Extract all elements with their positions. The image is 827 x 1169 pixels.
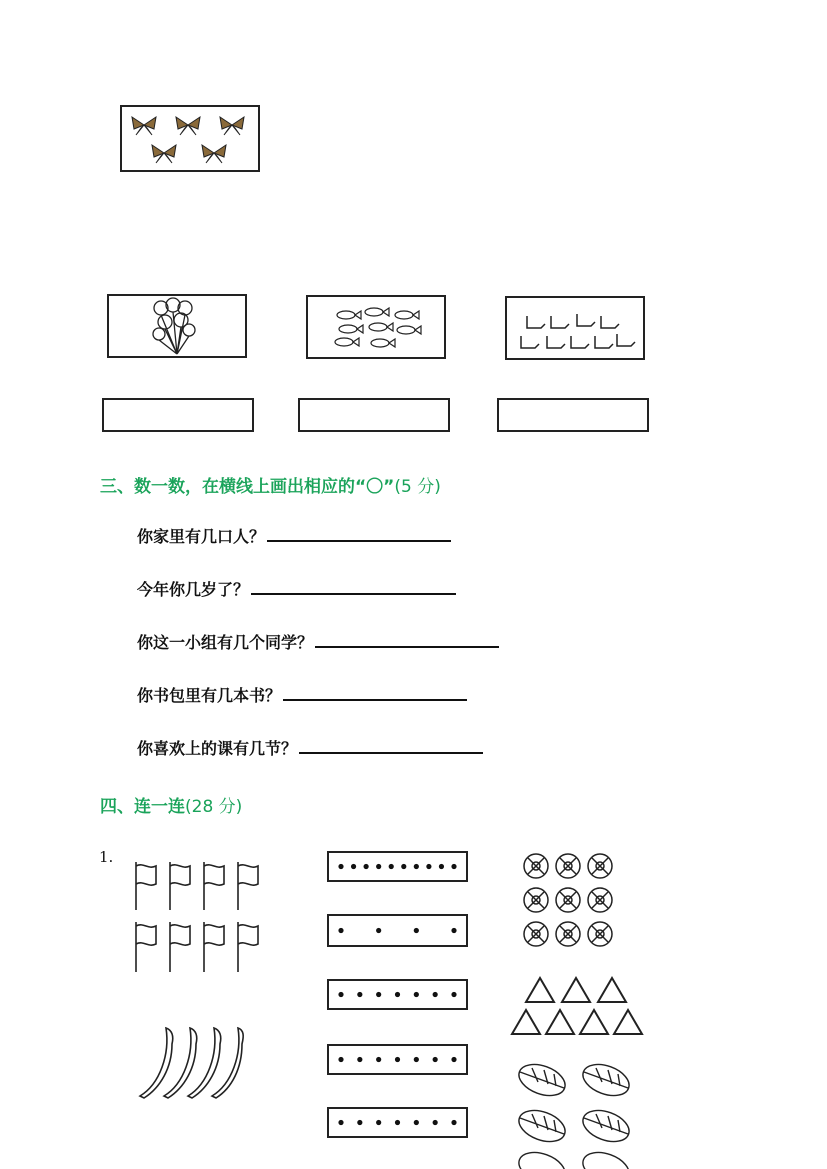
dot <box>338 992 343 997</box>
question-3 <box>137 630 499 653</box>
dot-box-5 <box>327 1107 468 1138</box>
answer-line-2[interactable] <box>251 577 456 595</box>
dot <box>433 1120 438 1125</box>
dot <box>376 864 381 869</box>
dot <box>451 1057 456 1062</box>
dot <box>451 928 456 933</box>
dot <box>433 992 438 997</box>
duck-icons <box>507 298 643 358</box>
dot <box>414 864 419 869</box>
butterfly-picture-box <box>120 105 260 172</box>
dot <box>364 864 369 869</box>
dot <box>439 864 444 869</box>
answer-line-4[interactable] <box>283 683 467 701</box>
section-3-heading <box>100 472 441 497</box>
dot <box>338 864 343 869</box>
dot <box>351 864 356 869</box>
question-1 <box>137 524 451 547</box>
section-3-points: (5 分) <box>394 477 441 497</box>
question-4 <box>137 683 467 706</box>
answer-box-ducks[interactable] <box>497 398 649 432</box>
dot <box>338 928 343 933</box>
balloons-picture-box <box>107 294 247 358</box>
dot <box>376 1057 381 1062</box>
dot <box>395 1057 400 1062</box>
ducks-picture-box <box>505 296 645 360</box>
section-4-title: 连一连 <box>134 797 185 817</box>
dot <box>451 992 456 997</box>
dot <box>376 992 381 997</box>
dot <box>376 928 381 933</box>
question-5 <box>137 736 483 759</box>
dot <box>395 992 400 997</box>
dot <box>338 1120 343 1125</box>
question-2 <box>137 577 456 600</box>
answer-box-balloons[interactable] <box>102 398 254 432</box>
triangle-icons <box>510 974 650 1038</box>
dot <box>426 864 431 869</box>
dot <box>414 1057 419 1062</box>
dot <box>389 864 394 869</box>
dot <box>414 928 419 933</box>
dot-box-2 <box>327 914 468 947</box>
answer-line-5[interactable] <box>299 736 483 754</box>
dot <box>451 864 456 869</box>
fish-picture-box <box>306 295 446 359</box>
question-3-text: 你这一小组有几个同学？ <box>137 633 314 652</box>
section-3-number: 三、 <box>100 477 134 497</box>
section-4-number: 四、 <box>100 797 134 817</box>
dot-box-4 <box>327 1044 468 1075</box>
dot <box>376 1120 381 1125</box>
dot <box>401 864 406 869</box>
leaf-icons <box>512 1056 636 1169</box>
dot <box>451 1120 456 1125</box>
answer-box-fish[interactable] <box>298 398 450 432</box>
flag-icons <box>132 858 272 978</box>
section-3-title: 数一数，在横线上画出相应的“〇” <box>134 477 395 497</box>
dot <box>338 1057 343 1062</box>
answer-line-1[interactable] <box>267 524 451 542</box>
question-5-text: 你喜欢上的课有几节？ <box>137 739 298 758</box>
item-1-label: 1. <box>99 848 114 866</box>
dot <box>395 1120 400 1125</box>
flower-icons <box>518 848 618 952</box>
dot <box>357 992 362 997</box>
butterfly-icons <box>122 107 258 170</box>
dot <box>357 1057 362 1062</box>
dot <box>357 1120 362 1125</box>
dot <box>433 1057 438 1062</box>
dot <box>414 1120 419 1125</box>
question-4-text: 你书包里有几本书？ <box>137 686 282 705</box>
fish-icons <box>308 297 444 357</box>
balloon-icons <box>109 296 245 356</box>
question-1-text: 你家里有几口人？ <box>137 527 266 546</box>
dot-box-1 <box>327 851 468 882</box>
section-4-heading <box>100 792 242 817</box>
dot-box-3 <box>327 979 468 1010</box>
banana-icons <box>136 1024 246 1100</box>
answer-line-3[interactable] <box>315 630 499 648</box>
question-2-text: 今年你几岁了？ <box>137 580 250 599</box>
dot <box>414 992 419 997</box>
section-4-points: (28 分) <box>185 797 243 817</box>
